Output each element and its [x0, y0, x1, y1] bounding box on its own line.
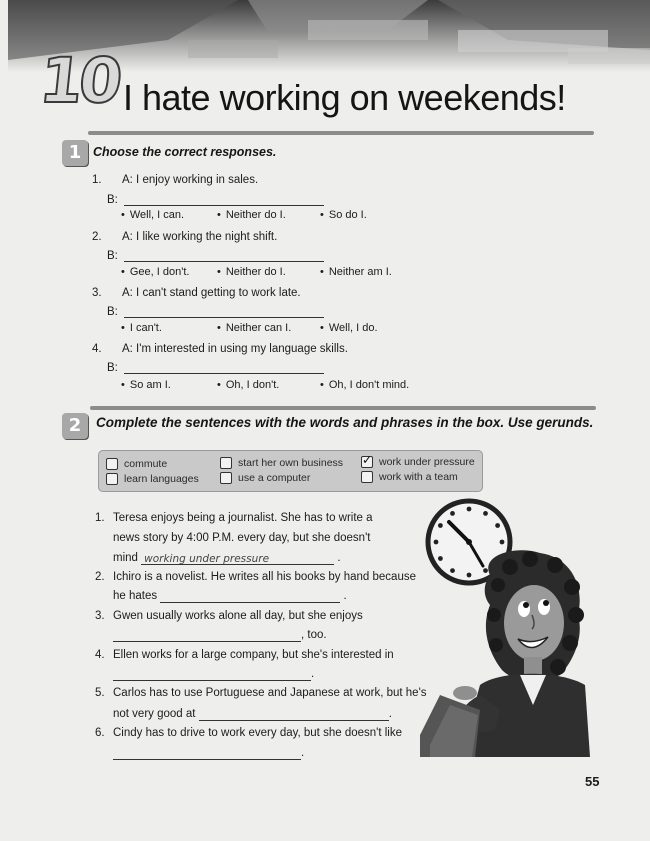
sentence-6-line-1: 6. Cindy has to drive to work every day, but she doesn't like — [95, 727, 402, 739]
checkbox-checked-icon — [361, 456, 373, 468]
question-4: 4. A: I'm interested in using my language skills. — [92, 343, 348, 355]
question-text: A: I enjoy working in sales. — [122, 174, 259, 186]
question-1 — [92, 174, 258, 186]
sentence-4-line-2: . — [113, 667, 314, 681]
page-number: 55 — [585, 774, 600, 789]
option-4a[interactable]: • So am I. — [121, 379, 171, 391]
word-box-item[interactable]: use a computer — [220, 472, 310, 484]
sentence-2-line-2: he hates . — [113, 590, 347, 602]
sentence-1-line-3: mind working under pressure . — [113, 552, 341, 565]
checkbox-icon — [361, 471, 373, 483]
option-3b[interactable]: • Neither can I. — [217, 322, 291, 334]
section-1-badge: 1 — [62, 140, 88, 166]
option-1a[interactable]: • Well, I can. — [121, 209, 184, 221]
section-2-rule — [90, 406, 596, 410]
option-2b[interactable]: • Neither do I. — [217, 266, 286, 278]
checkbox-icon — [106, 458, 118, 470]
unit-number: 10 — [36, 44, 123, 117]
sentence-3-line-2: , too. — [113, 628, 327, 642]
sentence-5-line-1: 5. Carlos has to use Portuguese and Japanese at work, but he's — [95, 687, 427, 699]
sentence-5-line-2: not very good at . — [113, 708, 392, 720]
answer-line-3[interactable]: B: — [107, 306, 324, 318]
answer-field-2[interactable] — [160, 590, 340, 603]
option-1c[interactable]: • So do I. — [320, 209, 367, 221]
section-2-badge: 2 — [62, 413, 88, 439]
question-number: 1. — [92, 174, 102, 186]
woman-at-computer-illustration — [420, 545, 590, 757]
section-1-rule — [88, 131, 594, 135]
option-3a[interactable]: • I can't. — [121, 322, 162, 334]
option-4c[interactable]: • Oh, I don't mind. — [320, 379, 409, 391]
word-box-item[interactable]: work with a team — [361, 471, 458, 483]
option-2c[interactable]: • Neither am I. — [320, 266, 392, 278]
checkbox-icon — [220, 457, 232, 469]
checkbox-icon — [220, 472, 232, 484]
option-3c[interactable]: • Well, I do. — [320, 322, 378, 334]
word-box-item[interactable]: start her own business — [220, 457, 343, 469]
checkbox-icon — [106, 473, 118, 485]
answer-field-1[interactable]: working under pressure — [141, 552, 334, 565]
answer-line-2[interactable]: B: — [107, 250, 324, 262]
sentence-4-line-1: 4. Ellen works for a large company, but she's interested in — [95, 649, 394, 661]
option-1b[interactable]: • Neither do I. — [217, 209, 286, 221]
word-box — [98, 450, 483, 492]
sentence-3-line-1: 3. Gwen usually works alone all day, but she enjoys — [95, 610, 363, 622]
sentence-6-line-2: . — [113, 746, 304, 760]
unit-title: I hate working on weekends! — [123, 77, 566, 118]
question-3: 3. A: I can't stand getting to work late. — [92, 287, 301, 299]
answer-field-6[interactable] — [113, 747, 301, 760]
word-box-item[interactable]: ✓ work under pressure — [361, 456, 475, 468]
section-1-instruction: Choose the correct responses. — [93, 145, 277, 159]
answer-field-5[interactable] — [199, 708, 389, 721]
answer-field-3[interactable] — [113, 629, 301, 642]
section-2-instruction: Complete the sentences with the words and phrases in the box. Use gerunds. — [96, 415, 594, 430]
option-2a[interactable]: • Gee, I don't. — [121, 266, 189, 278]
sentence-1-line-2: news story by 4:00 P.M. every day, but she doesn't — [113, 532, 371, 544]
sentence-2-line-1: 2. Ichiro is a novelist. He writes all his books by hand because — [95, 571, 416, 583]
word-box-item[interactable]: learn languages — [106, 473, 199, 485]
answer-field-4[interactable] — [113, 668, 311, 681]
sentence-1-line-1: 1. Teresa enjoys being a journalist. She has to write a — [95, 512, 373, 524]
question-2: 2. A: I like working the night shift. — [92, 231, 278, 243]
answer-line-1[interactable]: B: — [107, 194, 324, 206]
answer-line-4[interactable]: B: — [107, 362, 324, 374]
option-4b[interactable]: • Oh, I don't. — [217, 379, 279, 391]
word-box-item[interactable]: commute — [106, 458, 167, 470]
